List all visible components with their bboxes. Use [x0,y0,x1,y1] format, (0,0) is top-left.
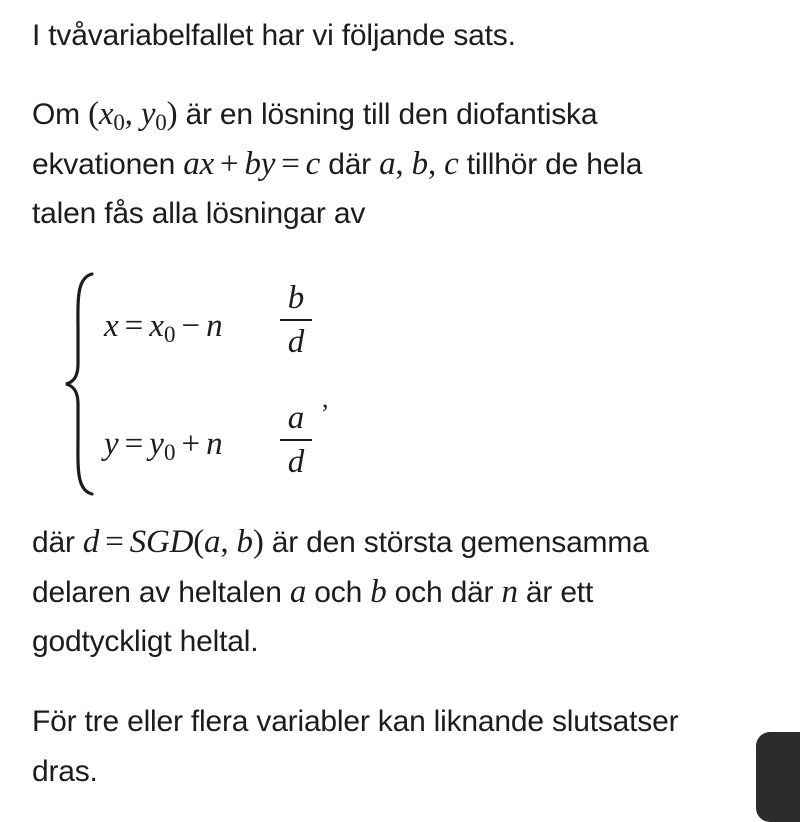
math-y: y [260,146,276,182]
theorem-line-2 [32,140,752,189]
math-sub: 0 [163,440,176,465]
math-comma: , [427,146,436,182]
math-comma: , [220,524,229,560]
text: är en lösning till den diofantiska [177,98,598,131]
theorem-line-1 [32,90,752,141]
fraction-a-over-d [280,398,312,482]
math-plus: + [220,146,239,182]
math-b: b [370,574,387,610]
math-y0: y [149,426,164,462]
fraction-bar [280,319,312,321]
equation-x [104,308,223,345]
definition-line-2 [32,568,752,617]
math-b: b [411,146,428,182]
fraction-bar [280,439,312,441]
math-paren: ( [88,96,99,132]
left-brace-icon [64,272,98,496]
math-x: x [199,146,215,182]
fraction-numerator: b [287,280,305,316]
text: är ett [517,576,594,609]
text: godtyckligt heltal. [32,625,259,658]
math-a: a [204,524,221,560]
text: tillhör de hela [458,148,643,181]
text: delaren av heltalen [32,576,290,609]
closing-line-2 [32,748,752,796]
text: och där [386,576,502,609]
math-comma: , [124,96,133,132]
math-n: n [206,426,223,462]
text: För tre eller flera variabler kan liknande slutsatser [32,705,679,738]
math-x: x [104,308,119,344]
math-b: b [244,146,261,182]
intro-text: I tvåvariabelfallet har vi följande sats. [32,19,516,52]
text: är den största gemensamma [263,526,649,559]
text: ekvationen [32,148,184,181]
math-sgd: SGD [129,524,194,560]
math-c: c [305,146,321,182]
math-paren: ) [166,96,178,132]
math-y: y [104,426,119,462]
math-eq: = [105,524,124,560]
math-plus: + [181,426,201,462]
math-x0: x [149,308,164,344]
definition-line-3 [32,618,752,666]
text: där [32,526,83,559]
text: Om [32,98,89,131]
math-comma: , [395,146,404,182]
system-trailing-comma: , [322,384,329,413]
text: dras. [32,755,98,788]
math-y0: y [140,96,156,132]
math-sub: 0 [155,110,167,135]
text: där [320,148,380,181]
fraction-denominator: d [287,324,305,360]
equation-y [104,426,223,463]
text: och [306,576,371,609]
math-d: d [82,524,100,560]
math-a: a [379,146,396,182]
definition-line-1 [32,518,752,567]
floating-action-button[interactable] [756,732,800,822]
theorem-line-3 [32,190,752,238]
fraction-denominator: d [287,444,305,480]
math-c: c [444,146,459,182]
math-n: n [501,574,518,610]
math-eq: = [124,308,144,344]
closing-line-1 [32,698,752,746]
math-paren: ( [193,524,205,560]
math-a: a [289,574,307,610]
math-paren: ) [252,524,264,560]
intro-paragraph [32,12,752,60]
math-sub: 0 [163,322,176,347]
fraction-numerator: a [287,400,305,436]
math-eq: = [281,146,300,182]
math-sub: 0 [113,110,125,135]
math-b: b [236,524,253,560]
math-minus: − [181,308,201,344]
math-eq: = [124,426,144,462]
text: talen fås alla lösningar av [32,197,366,230]
math-x0: x [98,96,114,132]
math-a: a [183,146,200,182]
math-n: n [206,308,223,344]
fraction-b-over-d [280,278,312,362]
